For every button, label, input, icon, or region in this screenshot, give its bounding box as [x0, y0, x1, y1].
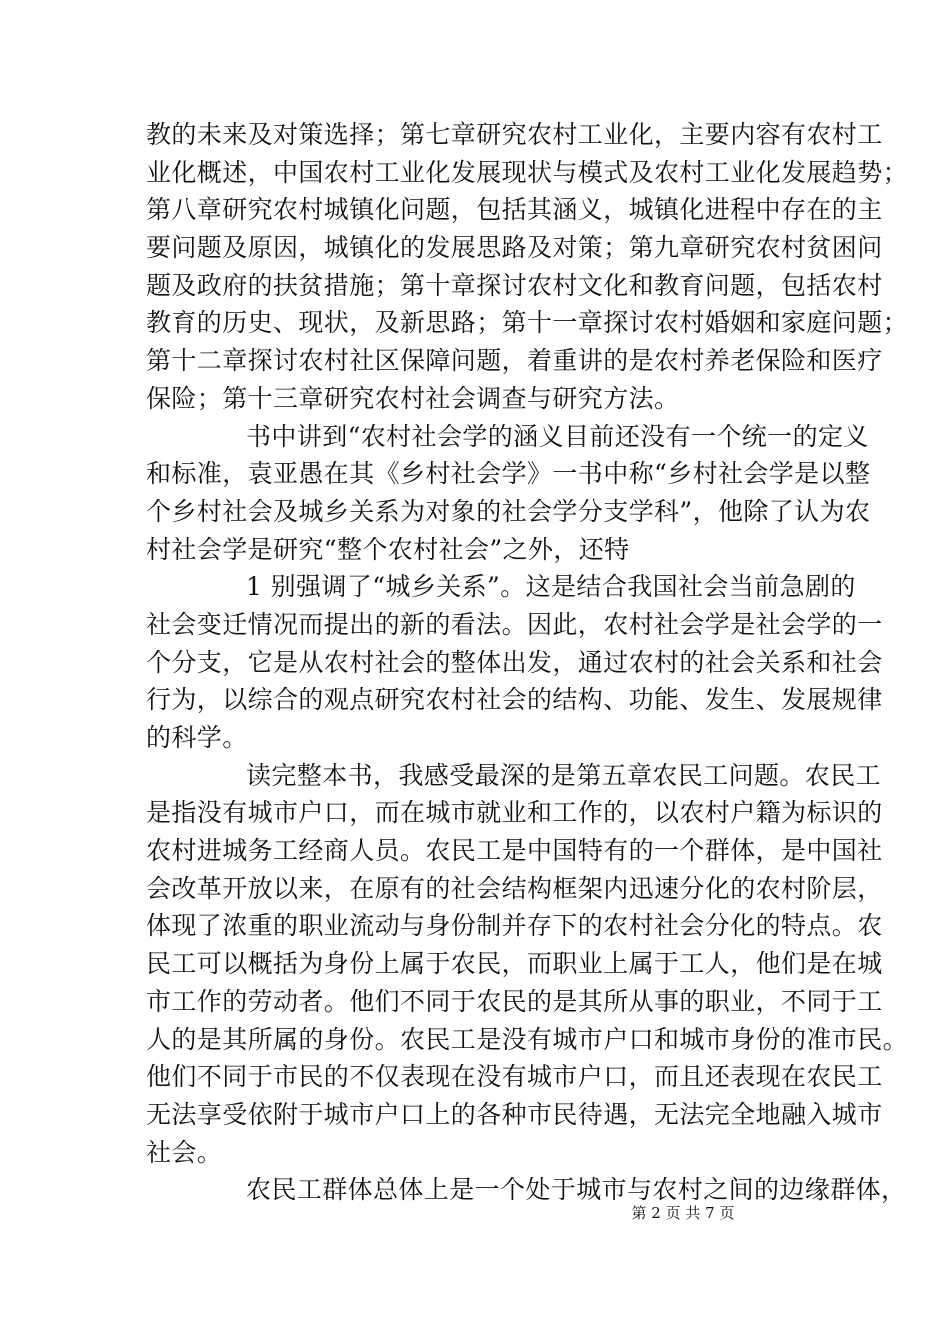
text-line: 民工可以概括为身份上属于农民，而职业上属于工人，他们是在城	[146, 949, 883, 979]
text-line: 社会。	[146, 1137, 223, 1167]
text-line: 1 别强调了“城乡关系”。这是结合我国社会当前急剧的	[246, 572, 856, 602]
page-number-label: 第 2 页 共 7 页	[631, 1204, 735, 1222]
text-line: 个分支，它是从农村社会的整体出发，通过农村的社会关系和社会	[146, 647, 883, 677]
document-body	[146, 116, 909, 1209]
text-line: 是指没有城市户口，而在城市就业和工作的，以农村户籍为标识的	[146, 798, 883, 828]
text-line: 社会变迁情况而提出的新的看法。因此，农村社会学是社会学的一	[146, 609, 883, 639]
text-line: 题及政府的扶贫措施；第十章探讨农村文化和教育问题，包括农村	[146, 270, 883, 300]
text-line: 要问题及原因，城镇化的发展思路及对策；第九章研究农村贫困问	[146, 233, 883, 263]
text-line: 保险；第十三章研究农村社会调查与研究方法。	[146, 383, 680, 413]
text-line: 教的未来及对策选择；第七章研究农村工业化，主要内容有农村工	[146, 120, 883, 149]
text-line: 村社会学是研究“整个农村社会”之外，还特	[146, 534, 630, 564]
text-line: 农村进城务工经商人员。农民工是中国特有的一个群体，是中国社	[146, 836, 883, 866]
text-line: 第十二章探讨农村社区保障问题，着重讲的是农村养老保险和医疗	[146, 346, 883, 376]
text-line: 会改革开放以来，在原有的社会结构框架内迅速分化的农村阶层，	[146, 873, 883, 903]
text-line: 教育的历史、现状，及新思路；第十一章探讨农村婚姻和家庭问题；	[146, 308, 909, 338]
text-line: 读完整本书，我感受最深的是第五章农民工问题。农民工	[246, 760, 882, 790]
text-line: 无法享受依附于城市户口上的各种市民待遇，无法完全地融入城市	[146, 1099, 883, 1129]
text-line: 市工作的劳动者。他们不同于农民的是其所从事的职业，不同于工	[146, 986, 883, 1016]
text-line: 业化概述，中国农村工业化发展现状与模式及农村工业化发展趋势；	[146, 157, 909, 187]
text-line: 和标准，袁亚愚在其《乡村社会学》一书中称“乡村社会学是以整	[146, 459, 871, 489]
text-line: 个乡村社会及城乡关系为对象的社会学分支学科”，他除了认为农	[146, 496, 871, 526]
text-line: 第八章研究农村城镇化问题，包括其涵义，城镇化进程中存在的主	[146, 195, 883, 225]
text-line: 他们不同于市民的不仅表现在没有城市户口，而且还表现在农民工	[146, 1062, 883, 1092]
text-line: 行为，以综合的观点研究农村社会的结构、功能、发生、发展规律	[146, 685, 883, 715]
text-line: 人的是其所属的身份。农民工是没有城市户口和城市身份的准市民。	[146, 1024, 909, 1054]
page-footer	[0, 1203, 950, 1223]
text-line: 农民工群体总体上是一个处于城市与农村之间的边缘群体，	[246, 1175, 907, 1205]
text-line: 书中讲到“农村社会学的涵义目前还没有一个统一的定义	[246, 421, 869, 451]
text-line: 的科学。	[146, 723, 248, 752]
text-line: 体现了浓重的职业流动与身份制并存下的农村社会分化的特点。农	[146, 911, 883, 941]
